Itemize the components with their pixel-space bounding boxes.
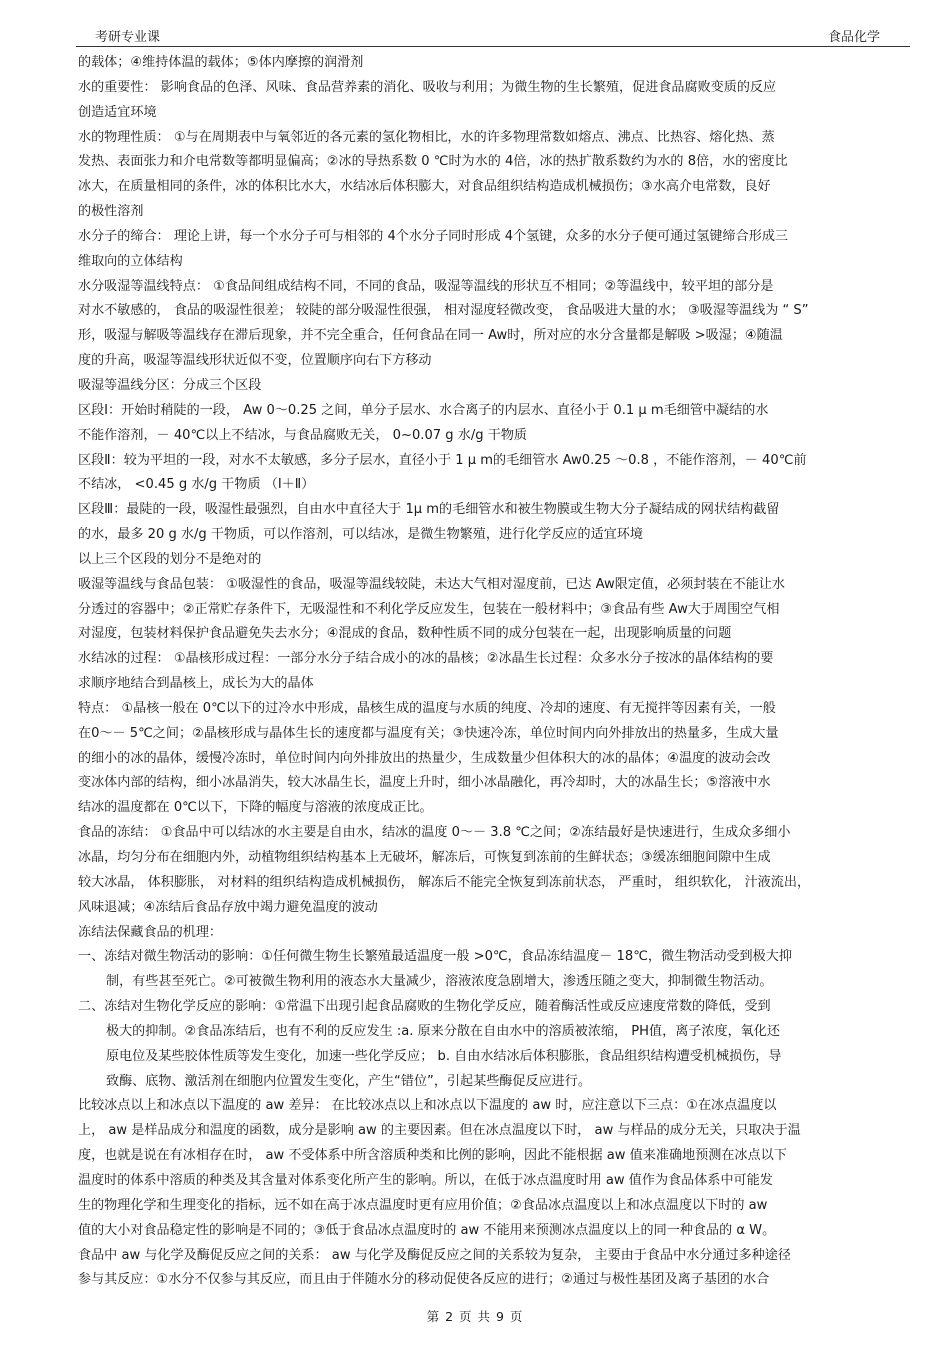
- text-line: 形，吸湿与解吸等温线存在滞后现象，并不完全重合，任何食品在同一 Aw时，所对应的水分含量都是解吸 >吸湿；④随温: [78, 328, 783, 344]
- text-line: 较大冰晶， 体积膨胀， 对材料的组织结构造成机械损伤， 解冻后不能完全恢复到冻前状态， 严重时， 组织软化， 汁液流出，: [78, 874, 811, 890]
- text-line: 的载体；④维持体温的载体；⑤体内摩擦的润滑剂: [78, 55, 364, 70]
- text-line: 极大的抑制。②食品冻结后，也有不利的反应发生 :a. 原来分散在自由水中的溶质被浓缩， PH值，离子浓度，氧化还: [106, 1023, 780, 1039]
- page-header: [0, 0, 950, 50]
- text-line: 水分子的缔合： 理论上讲，每一个水分子可与相邻的 4个水分子同时形成 4个氢键，众多的水分子便可通过氢键缔合形成三: [78, 228, 789, 244]
- text-line: 值的大小对食品稳定性的影响是不同的；③低于食品冰点温度时的 aw 不能用来预测冰点温度以上的同一种食品的 α W。: [78, 1222, 776, 1238]
- text-line: 度的升高，吸湿等温线形状近似不变，位置顺序向右下方移动: [78, 353, 432, 369]
- text-line: 水分吸湿等温线特点： ①食品间组成结构不同，不同的食品，吸湿等温线的形状互不相同；②等温线中，较平坦的部分是: [78, 278, 774, 294]
- text-line: 冰大，在质量相同的条件，冰的体积比水大，水结冰后体积膨大，对食品组织结构造成机械损伤；③水高介电常数，良好: [78, 179, 771, 195]
- header-subject-label: 食品化学: [827, 30, 880, 45]
- text-line: 比较冰点以上和冰点以下温度的 aw 差异： 在比较冰点以上和冰点以下温度的 aw 时，应注意以下三点：①在冰点温度以: [78, 1098, 777, 1114]
- text-line: 吸湿等温线分区：分成三个区段: [78, 377, 262, 393]
- text-line: 水的物理性质： ①与在周期表中与氧邻近的各元素的氢化物相比，水的许多物理常数如熔点、沸点、比热容、熔化热、蒸: [78, 129, 775, 145]
- text-line: 的细小的冰的晶体，缓慢冷冻时，单位时间内向外排放出的热量少，生成数量少但体积大的冰的晶体；④温度的波动会改: [78, 750, 771, 766]
- text-line: 制，有些甚至死亡。②可被微生物利用的液态水大量减少，溶液浓度急剧增大，渗透压随之变大，抑制微生物活动。: [106, 974, 773, 990]
- text-line: 水结冰的过程： ①晶核形成过程：一部分水分子结合成小的冰的晶核；②冰晶生长过程：众多水分子按冰的晶体结构的要: [78, 651, 774, 667]
- text-line: 原电位及某些胶体性质等发生变化，加速一些化学反应； b. 自由水结冰后体积膨胀，食品组织结构遭受机械损伤，导: [106, 1048, 782, 1064]
- text-line: 特点： ①晶核一般在 0℃以下的过冷水中形成，晶核生成的温度与水质的纯度、冷却的速度、有无搅拌等因素有关，一般: [78, 700, 776, 716]
- text-line: 创造适宜环境: [78, 104, 157, 120]
- text-line: 在0～－ 5℃之间；②晶核形成与晶体生长的速度都与温度有关；③快速冷冻，单位时间内向外排放出的热量多，生成大量: [78, 725, 779, 741]
- text-line: 吸湿等温线与食品包装： ①吸湿性的食品，吸湿等温线较陡，未达大气相对湿度前，已达 Aw限定值，必须封装在不能让水: [78, 576, 785, 592]
- text-line: 对水不敏感的， 食品的吸湿性很差； 较陡的部分吸湿性很强， 相对湿度轻微改变， 食品吸进大量的水； ③吸湿等温线为 “ S”: [78, 303, 809, 319]
- text-line: 结冰的温度都在 0℃以下，下降的幅度与溶液的浓度成正比。: [78, 800, 433, 816]
- header-divider: [76, 46, 910, 47]
- header-course-label: 考研专业课: [95, 30, 161, 45]
- text-line: 区段Ⅰ：开始时稍陡的一段， Aw 0～0.25 之间，单分子层水、水合离子的内层水、直径小于 0.1 μ m毛细管中凝结的水: [78, 402, 769, 418]
- document-body: [78, 51, 913, 1293]
- text-line: 食品的冻结： ①食品中可以结冰的水主要是自由水，结冰的温度 0～－ 3.8 ℃之间；②冻结最好是快速进行，生成众多细小: [78, 825, 791, 841]
- text-line: 一、冻结对微生物活动的影响：①任何微生物生长繁殖最适温度一般 >0℃，食品冻结温度－ 18℃，微生物活动受到极大抑: [78, 949, 792, 965]
- text-line: 二、冻结对生物化学反应的影响：①常温下出现引起食品腐败的生物化学反应，随着酶活性或反应速度常数的降低，受到: [78, 999, 771, 1015]
- text-line: 分透过的容器中；②正常贮存条件下，无吸湿性和不利化学反应发生，包装在一般材料中；③食品有些 Aw大于周围空气相: [78, 601, 780, 617]
- text-line: 变冰体内部的结构，细小冰晶消失，较大冰晶生长，温度上升时，细小冰晶融化，再冷却时，大的冰晶生长；⑤溶液中水: [78, 775, 771, 791]
- text-line: 维取向的立体结构: [78, 253, 183, 269]
- text-line: 风味退减；④冻结后食品存放中竭力避免温度的波动: [78, 899, 378, 915]
- page-footer: 第 2 页 共 9 页: [426, 1309, 524, 1324]
- text-line: 的极性溶剂: [78, 204, 144, 220]
- text-line: 求顺序地结合到晶核上，成长为大的晶体: [78, 676, 314, 692]
- text-line: 发热、表面张力和介电常数等都明显偏高；②冰的导热系数 0 ℃时为水的 4倍，冰的热扩散系数约为水的 8倍，水的密度比: [78, 154, 788, 170]
- text-line: 致酶、底物、激活剂在细胞内位置发生变化，产生“错位”，引起某些酶促反应进行。: [106, 1073, 591, 1089]
- text-line: 食品中 aw 与化学及酶促反应之间的关系： aw 与化学及酶促反应之间的关系较为复杂， 主要由于食品中水分通过多种途径: [78, 1247, 791, 1263]
- text-line: 冰晶，均匀分布在细胞内外，动植物组织结构基本上无破坏，解冻后，可恢复到冻前的生鲜状态；③缓冻细胞间隙中生成: [78, 850, 771, 865]
- text-line: 生的物理化学和生理变化的指标，远不如在高于冰点温度时更有应用价值；②食品冰点温度以上和冰点温度以下时的 aw: [78, 1197, 768, 1213]
- text-line: 水的重要性： 影响食品的色泽、风味、食品营养素的消化、吸收与利用；为微生物的生长繁殖，促进食品腐败变质的反应: [78, 79, 777, 95]
- text-line: 以上三个区段的划分不是绝对的: [78, 551, 262, 567]
- text-line: 不结冰， <0.45 g 水/g 干物质 （Ⅰ＋Ⅱ）: [78, 477, 315, 493]
- text-line: 上， aw 是样品成分和温度的函数，成分是影响 aw 的主要因素。但在冰点温度以下时， aw 与样品的成分无关，只取决于温: [78, 1123, 801, 1139]
- text-line: 参与其反应：①水分不仅参与其反应，而且由于伴随水分的移动促使各反应的进行；②通过与极性基团及离子基团的水合: [78, 1272, 770, 1288]
- text-line: 对湿度，包装材料保护食品避免失去水分；④混成的食品，数种性质不同的成分包装在一起，出现影响质量的问题: [78, 626, 732, 642]
- text-line: 的水，最多 20 g 水/g 干物质，可以作溶剂，可以结冰，是微生物繁殖，进行化学反应的适宜环境: [78, 527, 643, 543]
- text-line: 冻结法保藏食品的机理：: [78, 924, 223, 940]
- text-line: 度，也就是说在有冰相存在时， aw 不受体系中所含溶质种类和比例的影响，因此不能根据 aw 值来准确地预测在冰点以下: [78, 1148, 787, 1164]
- text-line: 不能作溶剂，－ 40℃以上不结冰，与食品腐败无关， 0~0.07 g 水/g 干物质: [78, 427, 528, 443]
- text-line: 温度时的体系中溶质的种类及其含量对体系变化所产生的影响。所以，在低于冰点温度时用 aw 值作为食品体系中可能发: [78, 1172, 773, 1188]
- text-line: 区段Ⅱ：较为平坦的一段，对水不太敏感，多分子层水，直径小于 1 μ m的毛细管水 Aw0.25 ～0.8 ，不能作溶剂，－ 40℃前: [78, 452, 807, 468]
- text-line: 区段Ⅲ：最陡的一段，吸湿性最强烈，自由水中直径大于 1μ m的毛细管水和被生物膜或生物大分子凝结成的网状结构截留: [78, 502, 780, 518]
